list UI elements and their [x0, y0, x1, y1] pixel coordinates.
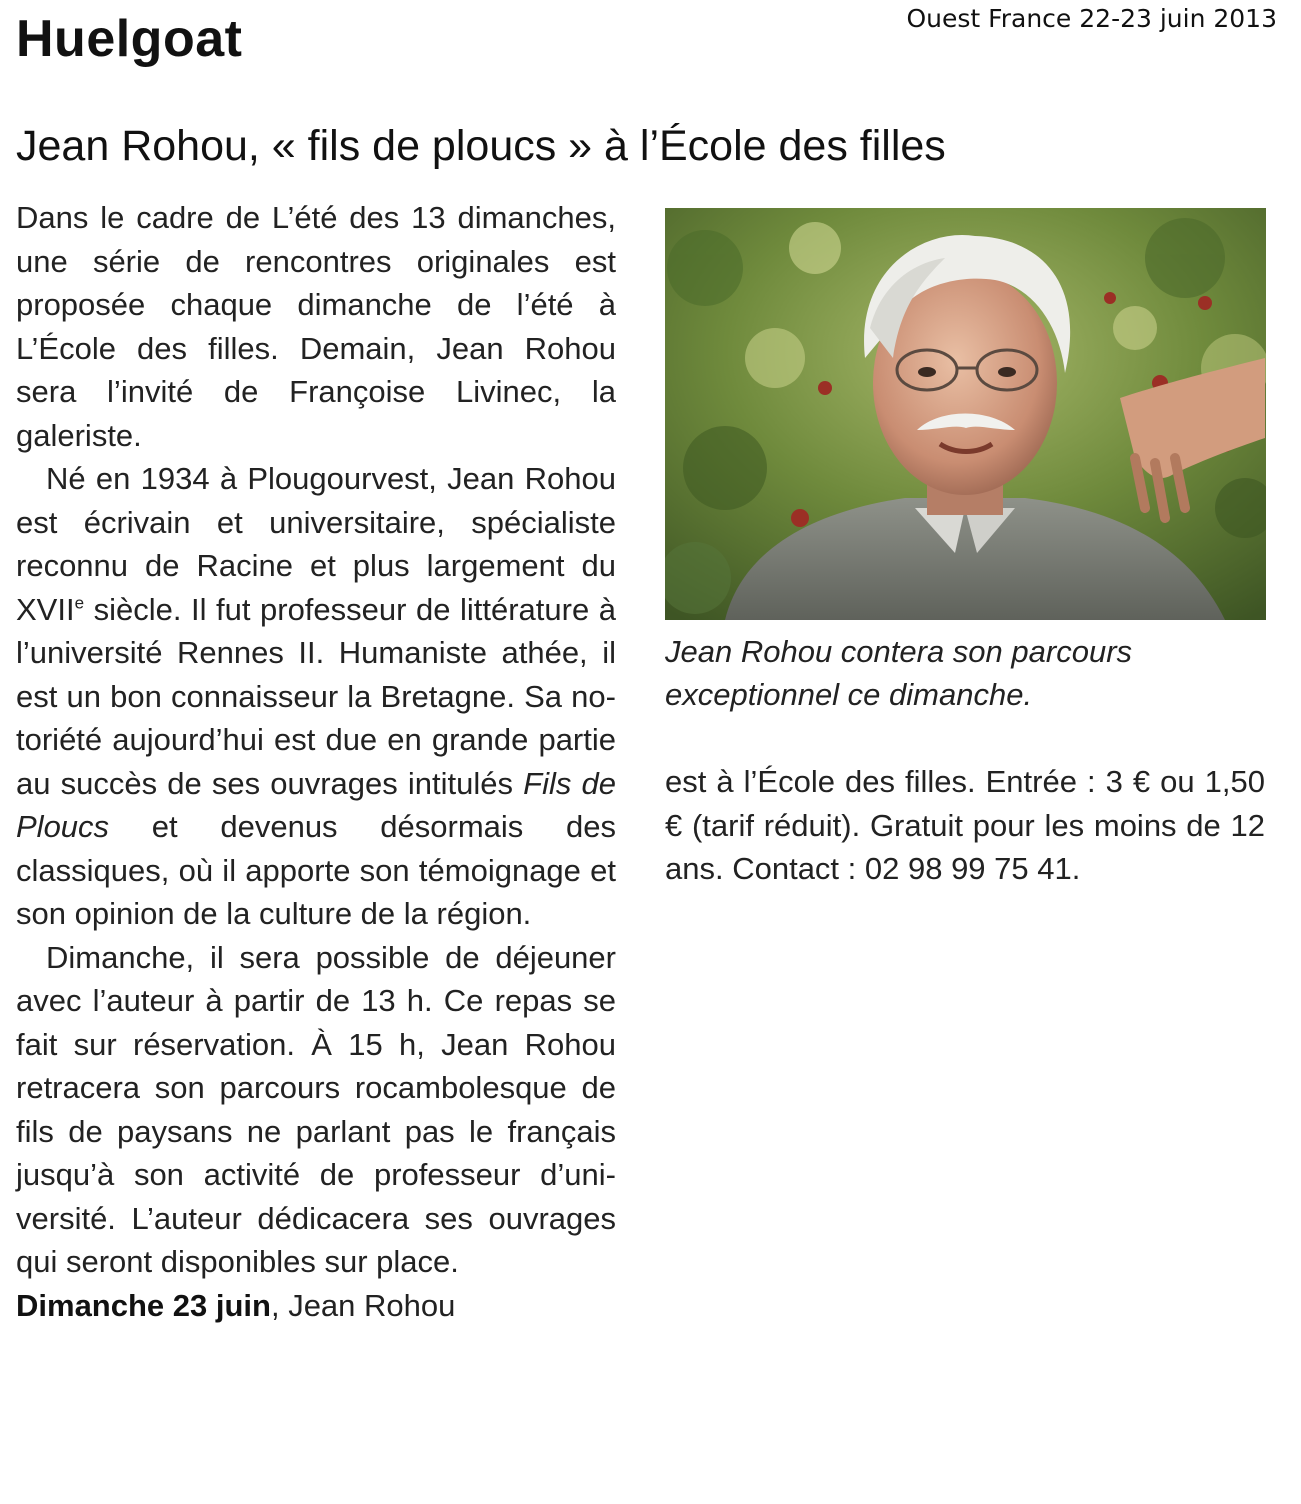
biography-text-b: siècle. Il fut professeur de littérature à l’université Rennes II. Humaniste athée, il est un bon connaisseur la Bretagne. Sa notoriété aujourd’hui est due en grande partie au succès de ses ouvrages intitulés: [16, 591, 616, 801]
biography-text-c: et devenus désormais des classiques, où il apporte son témoignage et son opinion de la culture de la région.: [16, 809, 616, 931]
article-body-left-column: [16, 196, 616, 1327]
author-portrait-image: [665, 208, 1266, 620]
article-body-right-column: [665, 760, 1265, 891]
author-photo: [665, 208, 1266, 620]
photo-caption: Jean Rohou contera son parcours exceptionnel ce dimanche.: [665, 634, 1133, 712]
event-dateline-rest: , Jean Rohou: [270, 1287, 456, 1323]
source-credit: Ouest France 22-23 juin 2013: [906, 4, 1277, 33]
paragraph-biography: [16, 457, 616, 936]
paragraph-practical-info: est à l’École des filles. Entrée : 3 € ou 1,50 € (tarif réduit). Gratuit pour les moins de 12 ans. Contact : 02 98 99 75 41.: [665, 764, 1265, 886]
book-title: Fils de Ploucs: [16, 765, 617, 844]
event-date: Dimanche 23 juin: [16, 1287, 271, 1323]
paragraph-program: Dimanche, il sera possible de déjeuner avec l’auteur à partir de 13 h. Ce repas se fait sur réservation. À 15 h, Jean Rohou retracera son parcours rocambolesque de fils de paysans ne parlant pas le français jusqu’à son activité de professeur d’université. L’auteur dédicacera ses ouvrages qui seront disponibles sur place.: [16, 939, 616, 1279]
biography-text-a: Né en 1934 à Plougourvest, Jean Rohou est écrivain et universitaire, spécialiste reconnu de Racine et plus largement du XVII: [16, 461, 616, 627]
article-headline: Jean Rohou, « fils de ploucs » à l’École des filles: [16, 122, 946, 170]
section-name: Huelgoat: [16, 10, 243, 68]
event-dateline: [16, 1284, 616, 1328]
century-superscript: e: [74, 593, 85, 613]
paragraph-intro: Dans le cadre de L’été des 13 dimanches, une série de rencontres originales est proposée chaque dimanche de l’été à L’École des filles. Demain, Jean Rohou sera l’invité de Françoise Livinec, la galeriste.: [16, 200, 616, 453]
